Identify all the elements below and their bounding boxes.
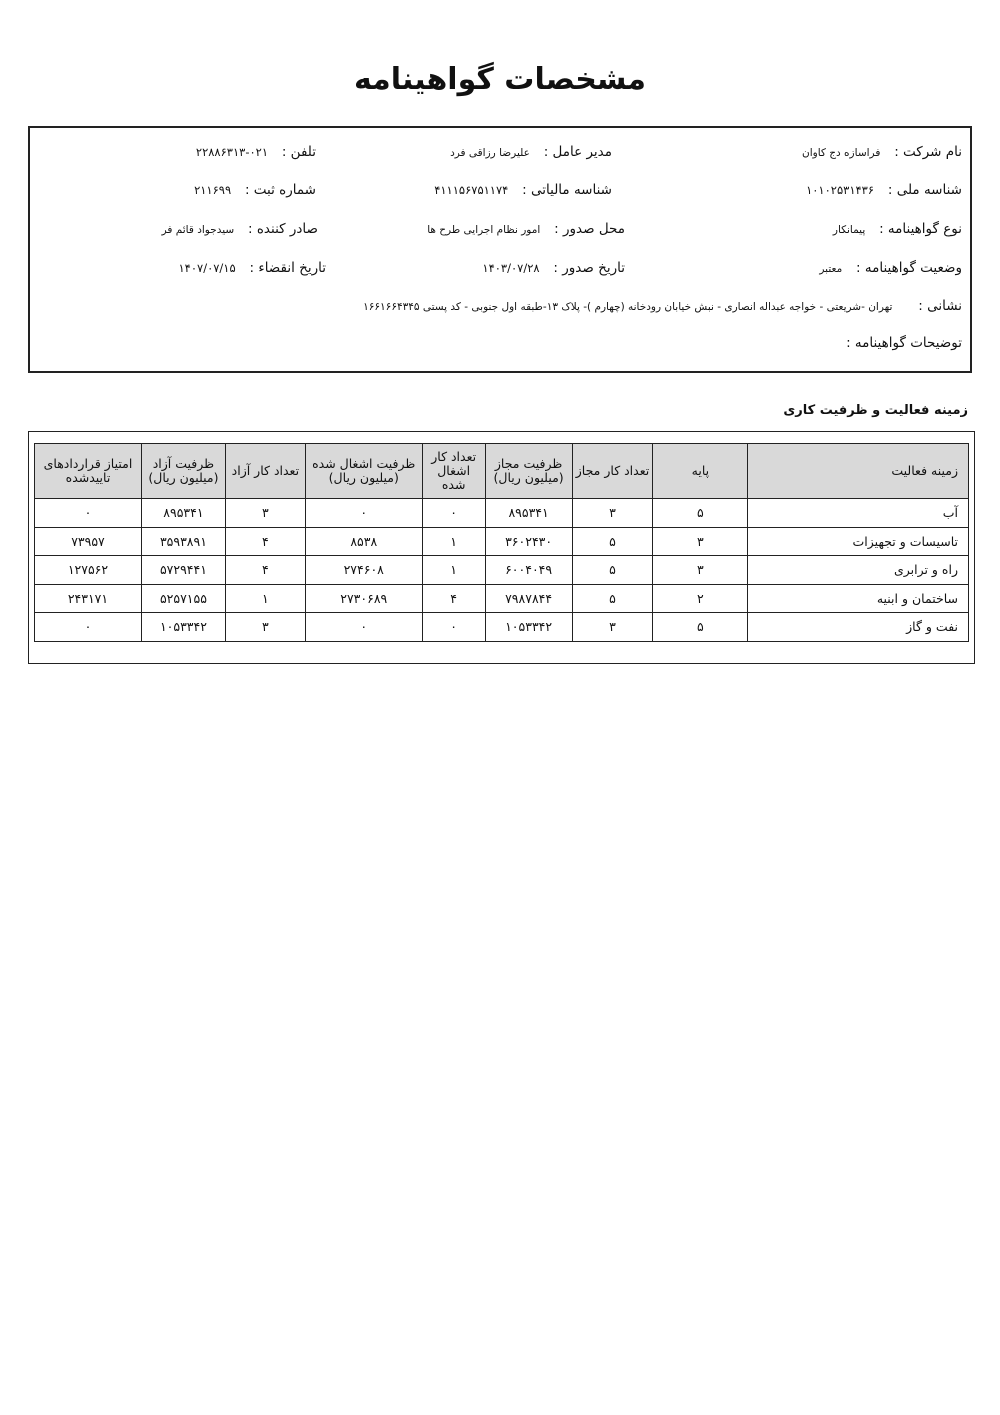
issuer-value: سیدجواد قائم فر [161,224,235,236]
col-free-capacity: ظرفیت آزاد (میلیون ریال) [141,444,225,499]
table-cell: ۸۹۵۳۴۱ [485,499,572,528]
table-cell: ۲۷۳۰۶۸۹ [305,584,422,613]
section-title: زمینه فعالیت و ظرفیت کاری [783,403,968,418]
table-cell: ۳ [653,556,748,585]
phone-label: تلفن : [281,144,316,160]
col-contract-score: امتیاز قراردادهای تاییدشده [35,444,142,499]
table-cell: ۵۲۵۷۱۵۵ [141,584,225,613]
table-cell: ۲۷۴۶۰۸ [305,556,422,585]
table-cell: راه و ترابری [748,556,969,585]
table-cell: ساختمان و ابنیه [748,584,969,613]
table-cell: ۵ [572,556,653,585]
ceo-label: مدیر عامل : [543,144,612,160]
table-row [35,499,969,528]
company-field [802,144,962,160]
cert-type-field [833,221,962,237]
certificate-info-box [28,126,972,373]
capacity-table-box [28,431,975,664]
table-row [35,613,969,642]
reg-no-value: ۲۱۱۶۹۹ [194,183,232,197]
phone-field [196,144,316,160]
table-cell: ۷۳۹۵۷ [35,527,142,556]
table-cell: ۵ [653,499,748,528]
issue-place-label: محل صدور : [554,221,625,237]
reg-no-field [194,182,316,198]
table-cell: ۳ [653,527,748,556]
ceo-field [450,144,612,160]
table-cell: ۳ [572,613,653,642]
table-cell: ۵ [653,613,748,642]
table-cell: ۱۰۵۳۳۴۲ [141,613,225,642]
table-cell: ۱ [422,527,485,556]
col-free-count: تعداد کار آزاد [225,444,305,499]
col-occupied-count: تعداد کار اشغال شده [422,444,485,499]
national-id-field [806,182,962,198]
table-cell: ۰ [35,499,142,528]
col-allowed-count: تعداد کار مجاز [572,444,653,499]
notes-field [846,335,962,351]
table-cell: ۵۷۲۹۴۴۱ [141,556,225,585]
table-cell: ۳ [572,499,653,528]
phone-value: ۰۲۱-۲۲۸۸۶۳۱۳ [195,145,268,159]
table-cell: ۳ [225,613,305,642]
issue-place-field [427,221,625,237]
national-id-label: شناسه ملی : [887,182,962,198]
reg-no-label: شماره ثبت : [244,182,316,198]
table-cell: ۸۹۵۳۴۱ [141,499,225,528]
table-cell: ۶۰۰۴۰۴۹ [485,556,572,585]
table-cell: نفت و گاز [748,613,969,642]
company-label: نام شرکت : [894,144,962,160]
issuer-label: صادر کننده : [248,221,318,237]
table-cell: ۴ [422,584,485,613]
table-cell: ۷۹۸۷۸۴۴ [485,584,572,613]
tax-id-label: شناسه مالیاتی : [522,182,612,198]
table-cell: ۱۲۷۵۶۲ [35,556,142,585]
issue-date-value: ۱۴۰۳/۰۷/۲۸ [482,261,540,275]
table-cell: ۰ [422,499,485,528]
col-activity: زمینه فعالیت [748,444,969,499]
issue-date-label: تاریخ صدور : [553,260,625,276]
col-allowed-capacity: ظرفیت مجاز (میلیون ریال) [485,444,572,499]
status-value: معتبر [819,263,843,275]
table-cell: ۳ [225,499,305,528]
issue-date-field [482,260,625,276]
capacity-table [34,443,969,642]
cert-type-label: نوع گواهینامه : [879,221,962,237]
table-cell: ۸۵۳۸ [305,527,422,556]
table-cell: ۳۵۹۳۸۹۱ [141,527,225,556]
address-value: تهران -شریعتی - خواجه عبداله انصاری - نبش خیابان رودخانه (چهارم )- پلاک ۱۳-طبقه اول جنوبی - کد پستی ۱۶۶۱۶۶۴۳۴۵ [363,301,893,313]
status-label: وضعیت گواهینامه : [856,260,962,276]
tax-id-field [434,182,612,198]
table-cell: ۰ [35,613,142,642]
expiry-value: ۱۴۰۷/۰۷/۱۵ [178,261,236,275]
notes-label: توضیحات گواهینامه : [846,335,962,351]
table-header-row [35,444,969,499]
table-cell: ۱ [225,584,305,613]
table-row [35,584,969,613]
table-cell: ۰ [422,613,485,642]
status-field [819,260,962,276]
expiry-label: تاریخ انقضاء : [249,260,326,276]
table-cell: ۲ [653,584,748,613]
table-cell: ۱۰۵۳۳۴۲ [485,613,572,642]
table-cell: ۳۶۰۲۴۳۰ [485,527,572,556]
company-value: فراسازه دج کاوان [802,147,881,159]
table-cell: ۵ [572,584,653,613]
address-field [363,298,962,314]
expiry-field [179,260,327,276]
table-cell: ۱ [422,556,485,585]
table-cell: ۴ [225,527,305,556]
table-cell: ۲۴۳۱۷۱ [35,584,142,613]
table-cell: ۰ [305,499,422,528]
issue-place-value: امور نظام اجرایی طرح ها [427,224,541,236]
page-title: مشخصات گواهینامه [353,62,646,97]
table-row [35,556,969,585]
table-cell: تاسیسات و تجهیزات [748,527,969,556]
table-cell: ۴ [225,556,305,585]
table-cell: آب [748,499,969,528]
col-grade: پایه [653,444,748,499]
table-cell: ۰ [305,613,422,642]
tax-id-value: ۴۱۱۱۵۶۷۵۱۱۷۴ [434,183,509,197]
col-occupied-capacity: ظرفیت اشغال شده (میلیون ریال) [305,444,422,499]
ceo-value: علیرضا رزاقی فرد [450,147,530,159]
national-id-value: ۱۰۱۰۲۵۳۱۴۳۶ [806,183,875,197]
table-cell: ۵ [572,527,653,556]
address-label: نشانی : [918,298,962,314]
issuer-field [162,221,318,237]
cert-type-value: پیمانکار [832,224,866,236]
table-row [35,527,969,556]
